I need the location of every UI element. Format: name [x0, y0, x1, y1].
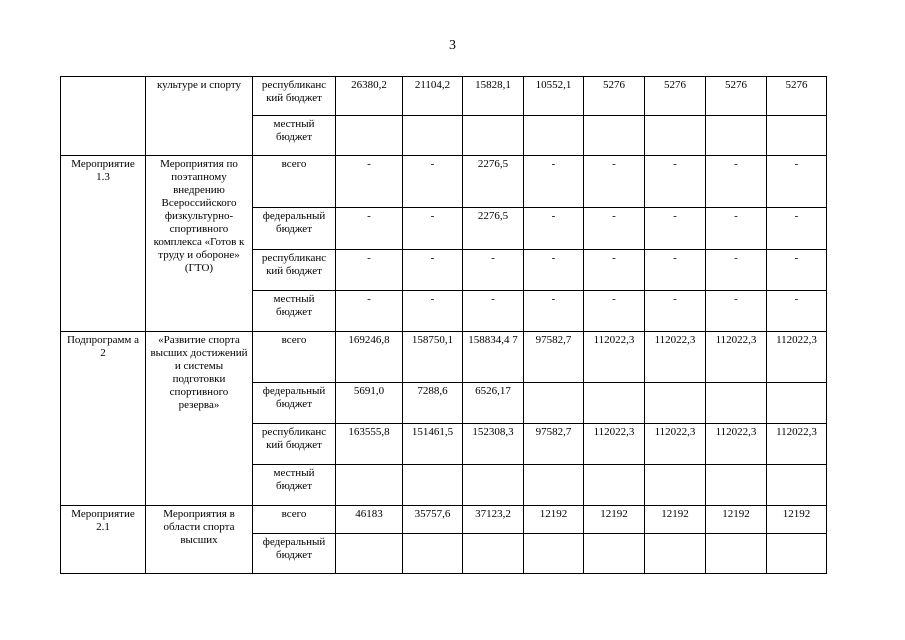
value-cell: -	[524, 291, 584, 332]
value-cell: -	[403, 156, 463, 208]
value-cell: -	[584, 250, 645, 291]
value-cell	[645, 383, 706, 424]
table-row	[61, 77, 827, 116]
value-cell: 112022,3	[706, 424, 767, 465]
value-cell: 5276	[584, 77, 645, 116]
value-cell: 6526,17	[463, 383, 524, 424]
event-name-cell: культуре и спорту	[146, 77, 253, 156]
value-cell: 12192	[767, 506, 827, 534]
value-cell: 5276	[645, 77, 706, 116]
value-cell	[767, 116, 827, 156]
value-cell: -	[336, 291, 403, 332]
funding-source-cell: всего	[253, 156, 336, 208]
value-cell	[584, 116, 645, 156]
value-cell: -	[336, 156, 403, 208]
value-cell: -	[336, 250, 403, 291]
value-cell	[463, 465, 524, 506]
table-row	[61, 156, 827, 208]
value-cell	[767, 383, 827, 424]
value-cell: -	[706, 156, 767, 208]
value-cell: -	[706, 291, 767, 332]
value-cell: 158750,1	[403, 332, 463, 383]
value-cell: -	[463, 250, 524, 291]
value-cell: 46183	[336, 506, 403, 534]
value-cell: 10552,1	[524, 77, 584, 116]
funding-source-cell: республиканс кий бюджет	[253, 250, 336, 291]
value-cell: 5691,0	[336, 383, 403, 424]
value-cell	[524, 116, 584, 156]
value-cell: -	[645, 156, 706, 208]
event-name-cell: Мероприятия по поэтапному внедрению Всероссийского физкультурно-спортивного комплекса «Готов к труду и обороне» (ГТО)	[146, 156, 253, 332]
value-cell	[524, 465, 584, 506]
value-cell: -	[767, 291, 827, 332]
value-cell: -	[767, 208, 827, 250]
value-cell	[645, 465, 706, 506]
table-row	[61, 332, 827, 383]
value-cell	[584, 383, 645, 424]
funding-source-cell: федеральный бюджет	[253, 383, 336, 424]
value-cell: 163555,8	[336, 424, 403, 465]
budget-table	[60, 76, 827, 574]
value-cell	[706, 465, 767, 506]
value-cell	[524, 534, 584, 574]
value-cell: 169246,8	[336, 332, 403, 383]
value-cell	[645, 116, 706, 156]
value-cell: 97582,7	[524, 332, 584, 383]
event-name-cell: Мероприятия в области спорта высших	[146, 506, 253, 574]
value-cell: -	[336, 208, 403, 250]
value-cell: -	[767, 156, 827, 208]
value-cell: 37123,2	[463, 506, 524, 534]
value-cell: -	[524, 156, 584, 208]
funding-source-cell: федеральный бюджет	[253, 208, 336, 250]
value-cell	[403, 465, 463, 506]
value-cell: 35757,6	[403, 506, 463, 534]
value-cell: 21104,2	[403, 77, 463, 116]
value-cell: -	[706, 250, 767, 291]
funding-source-cell: республиканс кий бюджет	[253, 424, 336, 465]
value-cell	[767, 465, 827, 506]
value-cell	[463, 534, 524, 574]
value-cell: -	[645, 250, 706, 291]
event-code-cell	[61, 77, 146, 156]
value-cell	[336, 534, 403, 574]
value-cell: -	[403, 250, 463, 291]
value-cell: 12192	[645, 506, 706, 534]
value-cell: -	[584, 291, 645, 332]
value-cell: 152308,3	[463, 424, 524, 465]
value-cell: -	[524, 208, 584, 250]
value-cell	[403, 116, 463, 156]
value-cell	[706, 534, 767, 574]
value-cell: 5276	[767, 77, 827, 116]
value-cell: 112022,3	[584, 332, 645, 383]
value-cell	[645, 534, 706, 574]
value-cell: 26380,2	[336, 77, 403, 116]
funding-source-cell: всего	[253, 506, 336, 534]
value-cell	[403, 534, 463, 574]
value-cell: -	[767, 250, 827, 291]
funding-source-cell: федеральный бюджет	[253, 534, 336, 574]
value-cell	[706, 116, 767, 156]
value-cell: -	[463, 291, 524, 332]
value-cell	[584, 534, 645, 574]
funding-source-cell: всего	[253, 332, 336, 383]
value-cell	[524, 383, 584, 424]
funding-source-cell: местный бюджет	[253, 116, 336, 156]
value-cell: 151461,5	[403, 424, 463, 465]
value-cell: 112022,3	[645, 424, 706, 465]
value-cell: -	[524, 250, 584, 291]
value-cell: -	[645, 208, 706, 250]
value-cell	[336, 116, 403, 156]
page-number: 3	[449, 38, 456, 53]
value-cell: 7288,6	[403, 383, 463, 424]
event-code-cell: Мероприятие 2.1	[61, 506, 146, 574]
value-cell	[584, 465, 645, 506]
event-name-cell: «Развитие спорта высших достижений и системы подготовки спортивного резерва»	[146, 332, 253, 506]
value-cell: 12192	[584, 506, 645, 534]
value-cell	[767, 534, 827, 574]
value-cell: 5276	[706, 77, 767, 116]
value-cell: 2276,5	[463, 208, 524, 250]
value-cell: 112022,3	[645, 332, 706, 383]
funding-source-cell: республиканс кий бюджет	[253, 77, 336, 116]
value-cell: 2276,5	[463, 156, 524, 208]
event-code-cell: Подпрограмм а 2	[61, 332, 146, 506]
value-cell: 12192	[524, 506, 584, 534]
value-cell: -	[403, 208, 463, 250]
event-code-cell: Мероприятие 1.3	[61, 156, 146, 332]
value-cell: 158834,4 7	[463, 332, 524, 383]
value-cell: 12192	[706, 506, 767, 534]
value-cell: 15828,1	[463, 77, 524, 116]
value-cell: 112022,3	[767, 332, 827, 383]
value-cell: 112022,3	[584, 424, 645, 465]
value-cell: -	[645, 291, 706, 332]
value-cell	[463, 116, 524, 156]
value-cell: -	[403, 291, 463, 332]
value-cell: 112022,3	[706, 332, 767, 383]
value-cell: -	[584, 208, 645, 250]
funding-source-cell: местный бюджет	[253, 291, 336, 332]
funding-source-cell: местный бюджет	[253, 465, 336, 506]
value-cell: 112022,3	[767, 424, 827, 465]
table-row	[61, 506, 827, 534]
value-cell: -	[706, 208, 767, 250]
value-cell: 97582,7	[524, 424, 584, 465]
value-cell	[336, 465, 403, 506]
value-cell: -	[584, 156, 645, 208]
value-cell	[706, 383, 767, 424]
